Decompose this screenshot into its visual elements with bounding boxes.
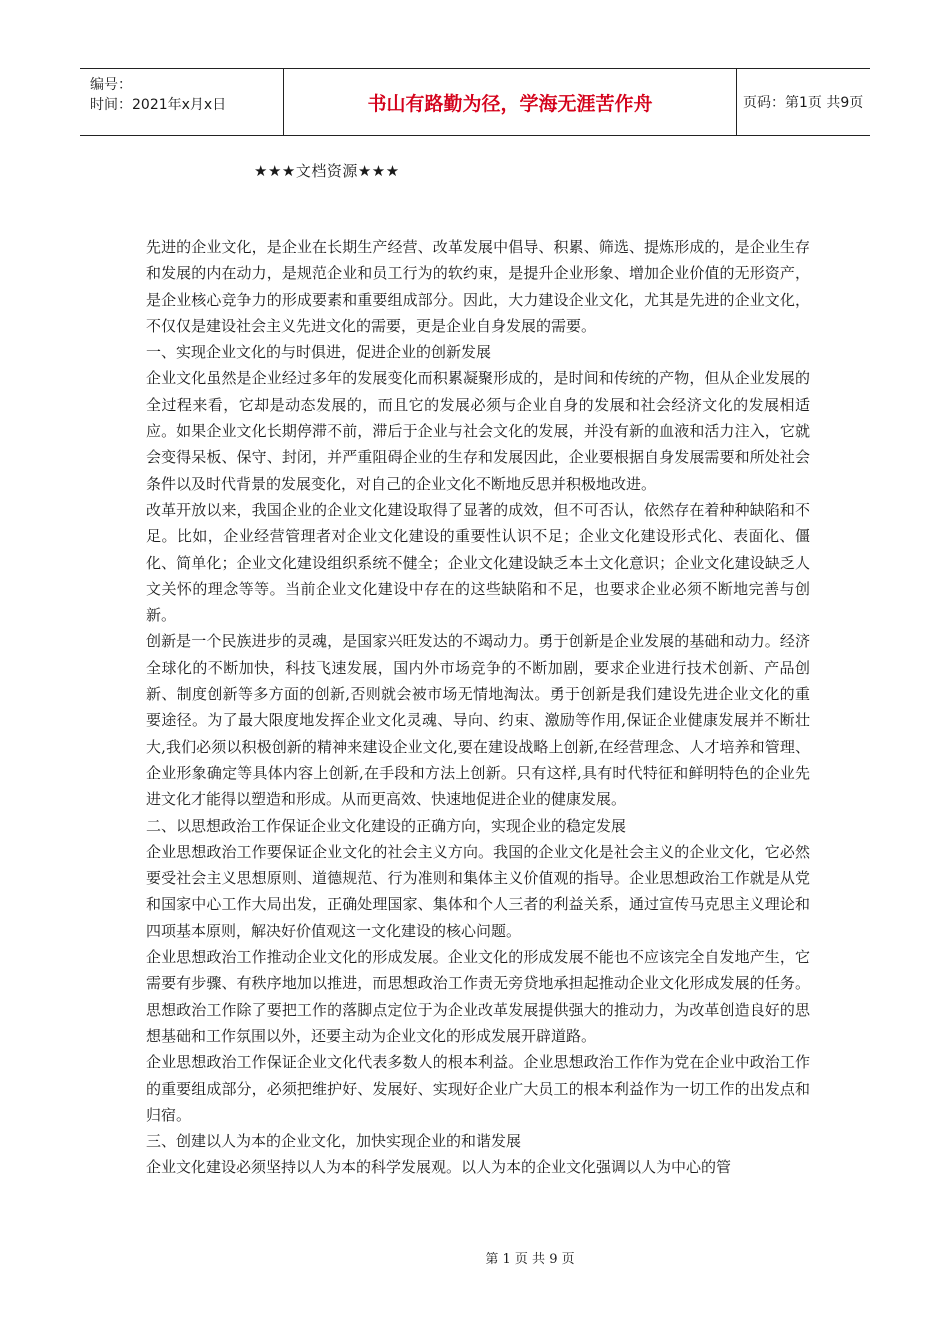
page-header xyxy=(80,68,870,136)
paragraph: 先进的企业文化，是企业在长期生产经营、改革发展中倡导、积累、筛选、提炼形成的，是企业生存和发展的内在动力，是规范企业和员工行为的软约束，是提升企业形象、增加企业价值的无形资产，是企业核心竞争力的形成要素和重要组成部分。因此，大力建设企业文化，尤其是先进的企业文化，不仅仅是建设社会主义先进文化的需要，更是企业自身发展的需要。 xyxy=(146,238,810,335)
paragraph: 创新是一个民族进步的灵魂，是国家兴旺发达的不竭动力。勇于创新是企业发展的基础和动力。经济全球化的不断加快，科技飞速发展，国内外市场竞争的不断加剧，要求企业进行技术创新、产品创新、制度创新等多方面的创新,否则就会被市场无情地淘汰。勇于创新是我们建设先进企业文化的重要途径。为了最大限度地发挥企业文化灵魂、导向、约束、激励等作用,保证企业健康发展并不断壮大,我们必须以积极创新的精神来建设企业文化,要在建设战略上创新,在经营理念、人才培养和管理、企业形象确定等具体内容上创新,在手段和方法上创新。只有这样,具有时代特征和鲜明特色的企业先进文化才能得以塑造和形成。从而更高效、快速地促进企业的健康发展。 xyxy=(146,632,810,809)
paragraph: 企业文化建设必须坚持以人为本的科学发展观。以人为本的企业文化强调以人为中心的管 xyxy=(146,1158,732,1177)
section-heading: 一、实现企业文化的与时俱进，促进企业的创新发展 xyxy=(146,343,492,362)
document-number-label: 编号： xyxy=(90,77,132,93)
section-heading: 二、以思想政治工作保证企业文化建设的正确方向，实现企业的稳定发展 xyxy=(146,816,627,835)
document-date-label: 时间：2021年x月x日 xyxy=(90,97,227,113)
document-body xyxy=(146,234,810,1181)
paragraph: 企业思想政治工作要保证企业文化的社会主义方向。我国的企业文化是社会主义的企业文化，它必然要受社会主义思想原则、道德规范、行为准则和集体主义价值观的指导。企业思想政治工作就是从党和国家中心工作大局出发，正确处理国家、集体和个人三者的利益关系，通过宣传马克思主义理论和四项基本原则，解决好价值观这一文化建设的核心问题。 xyxy=(146,842,810,940)
paragraph: 企业文化虽然是企业经过多年的发展变化而积累凝聚形成的，是时间和传统的产物，但从企业发展的全过程来看，它却是动态发展的，而且它的发展必须与企业自身的发展和社会经济文化的发展相适应。如果企业文化长期停滞不前，滞后于企业与社会文化的发展，并没有新的血液和活力注入，它就会变得呆板、保守、封闭，并严重阻碍企业的生存和发展因此，企业要根据自身发展需要和所处社会条件以及时代背景的发展变化，对自己的企业文化不断地反思并积极地改进。 xyxy=(146,369,810,493)
document-subtitle: ★★★文档资源★★★ xyxy=(254,162,400,180)
page-footer: 第 1 页 共 9 页 xyxy=(485,1252,575,1267)
header-page-number: 页码：第1页 共9页 xyxy=(743,95,864,111)
paragraph: 改革开放以来，我国企业的企业文化建设取得了显著的成效，但不可否认，依然存在着种种缺陷和不足。比如，企业经营管理者对企业文化建设的重要性认识不足；企业文化建设形式化、表面化、僵化、简单化；企业文化建设组织系统不健全；企业文化建设缺乏本土文化意识；企业文化建设缺乏人文关怀的理念等等。当前企业文化建设中存在的这些缺陷和不足，也要求企业必须不断地完善与创新。 xyxy=(146,500,810,625)
header-meta xyxy=(80,69,284,135)
paragraph: 企业思想政治工作保证企业文化代表多数人的根本利益。企业思想政治工作作为党在企业中政治工作的重要组成部分，必须把维护好、发展好、实现好企业广大员工的根本利益作为一切工作的出发点和归宿。 xyxy=(146,1053,810,1124)
section-heading: 三、创建以人为本的企业文化，加快实现企业的和谐发展 xyxy=(146,1132,522,1151)
header-motto: 书山有路勤为径，学海无涯苦作舟 xyxy=(284,69,737,135)
paragraph: 企业思想政治工作推动企业文化的形成发展。企业文化的形成发展不能也不应该完全自发地产生，它需要有步骤、有秩序地加以推进，而思想政治工作责无旁贷地承担起推动企业文化形成发展的任务。思想政治工作除了要把工作的落脚点定位于为企业改革发展提供强大的推动力，为改革创造良好的思想基础和工作氛围以外，还要主动为企业文化的形成发展开辟道路。 xyxy=(146,948,810,1045)
